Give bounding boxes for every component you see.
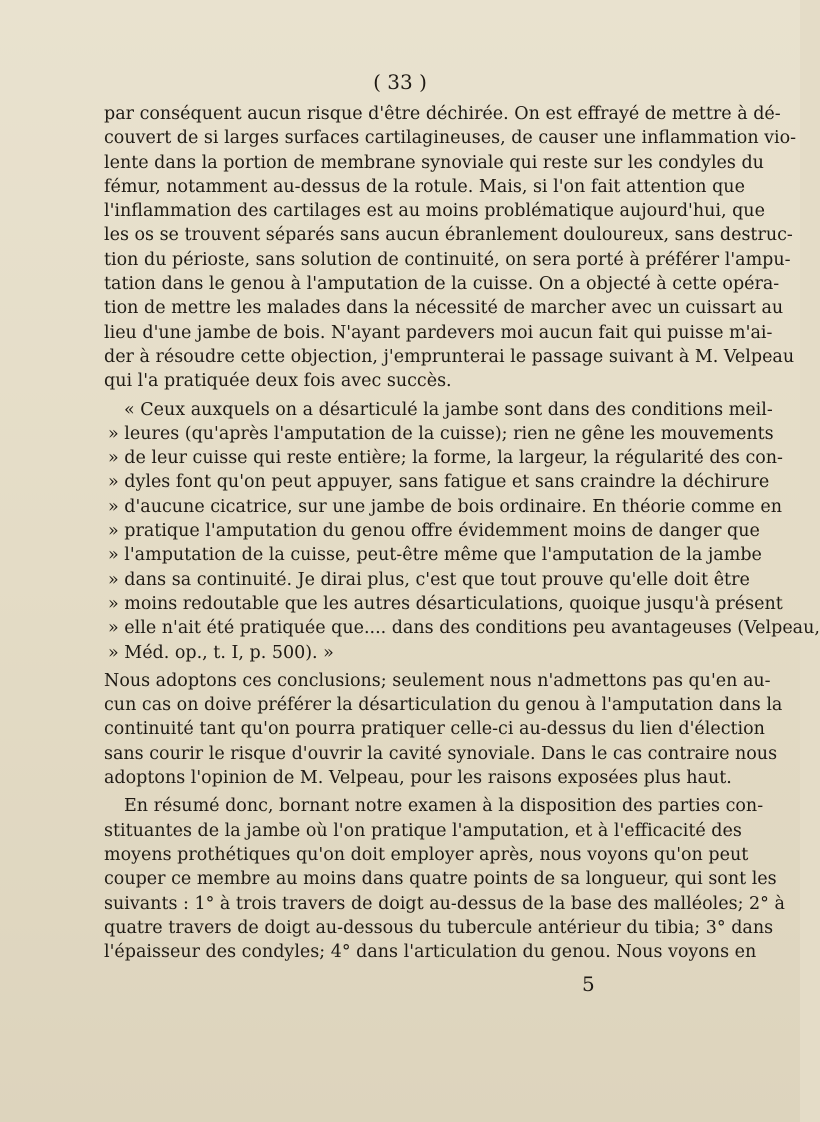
text-line: adoptons l'opinion de M. Velpeau, pour les raisons exposées plus haut.	[104, 768, 732, 789]
paragraph-4	[104, 794, 785, 964]
text-line: tation dans le genou à l'amputation de la cuisse. On a objecté à cette opéra-	[104, 274, 780, 295]
text-line: tion de mettre les malades dans la nécessité de marcher avec un cuissart au	[104, 298, 784, 319]
text-line: moyens prothétiques qu'on doit employer après, nous voyons qu'on peut	[104, 844, 749, 865]
paragraph-3	[104, 669, 783, 790]
signature-mark: 5	[582, 972, 595, 996]
text-line: » pratique l'amputation du genou offre évidemment moins de danger que	[108, 521, 760, 542]
text-line: l'inflammation des cartilages est au moins problématique aujourd'hui, que	[104, 201, 765, 222]
text-line: » leures (qu'après l'amputation de la cuisse); rien ne gêne les mouvements	[108, 423, 774, 444]
text-line: » moins redoutable que les autres désarticulations, quoique jusqu'à présent	[108, 593, 783, 614]
text-line: qui l'a pratiquée deux fois avec succès.	[104, 371, 452, 392]
text-line: En résumé donc, bornant notre examen à la disposition des parties con-	[124, 796, 764, 817]
text-line: sans courir le risque d'ouvrir la cavité synoviale. Dans le cas contraire nous	[104, 743, 778, 764]
text-line: quatre travers de doigt au-dessous du tubercule antérieur du tibia; 3° dans	[104, 917, 774, 938]
text-line: » l'amputation de la cuisse, peut-être même que l'amputation de la jambe	[108, 545, 762, 566]
text-line: der à résoudre cette objection, j'emprunterai le passage suivant à M. Velpeau	[104, 346, 795, 367]
text-line: fémur, notamment au-dessus de la rotule. Mais, si l'on fait attention que	[104, 176, 745, 197]
text-line: tion du périoste, sans solution de continuité, on sera porté à préférer l'ampu-	[104, 249, 791, 270]
text-line: par conséquent aucun risque d'être déchirée. On est effrayé de mettre à dé-	[104, 104, 781, 124]
text-line: » de leur cuisse qui reste entière; la forme, la largeur, la régularité des con-	[108, 448, 783, 469]
text-line: lieu d'une jambe de bois. N'ayant pardevers moi aucun fait qui puisse m'ai-	[104, 322, 773, 343]
text-line: » dyles font qu'on peut appuyer, sans fatigue et sans craindre la déchirure	[108, 472, 770, 493]
text-line: l'épaisseur des condyles; 4° dans l'articulation du genou. Nous voyons en	[104, 942, 757, 963]
page-number: ( 33 )	[373, 70, 427, 94]
text-line: continuité tant qu'on pourra pratiquer celle-ci au-dessus du lien d'élection	[104, 719, 765, 740]
text-line: cun cas on doive préférer la désarticulation du genou à l'amputation dans la	[104, 695, 783, 716]
text-line: stituantes de la jambe où l'on pratique l'amputation, et à l'efficacité des	[104, 820, 742, 841]
text-line: Nous adoptons ces conclusions; seulement nous n'admettons pas qu'en au-	[104, 670, 771, 691]
quotation-paragraph	[104, 398, 820, 665]
text-line: les os se trouvent séparés sans aucun ébranlement douloureux, sans destruc-	[104, 225, 793, 246]
text-line: lente dans la portion de membrane synoviale qui reste sur les condyles du	[104, 152, 764, 173]
paragraph-1	[104, 102, 797, 394]
text-line: couper ce membre au moins dans quatre points de sa longueur, qui sont les	[104, 869, 777, 890]
text-line: « Ceux auxquels on a désarticulé la jambe sont dans des conditions meil-	[124, 399, 773, 420]
text-line: couvert de si larges surfaces cartilagineuses, de causer une inflammation vio-	[104, 128, 797, 149]
text-line: » dans sa continuité. Je dirai plus, c'est que tout prouve qu'elle doit être	[108, 569, 750, 590]
body-text	[104, 102, 820, 964]
text-line: suivants : 1° à trois travers de doigt au-dessus de la base des malléoles; 2° à	[104, 893, 785, 914]
text-line: » Méd. op., t. I, p. 500). »	[108, 642, 334, 663]
text-line: » d'aucune cicatrice, sur une jambe de bois ordinaire. En théorie comme en	[108, 496, 782, 517]
text-line: » elle n'ait été pratiquée que.... dans des conditions peu avantageuses (Velpeau,	[108, 618, 820, 639]
